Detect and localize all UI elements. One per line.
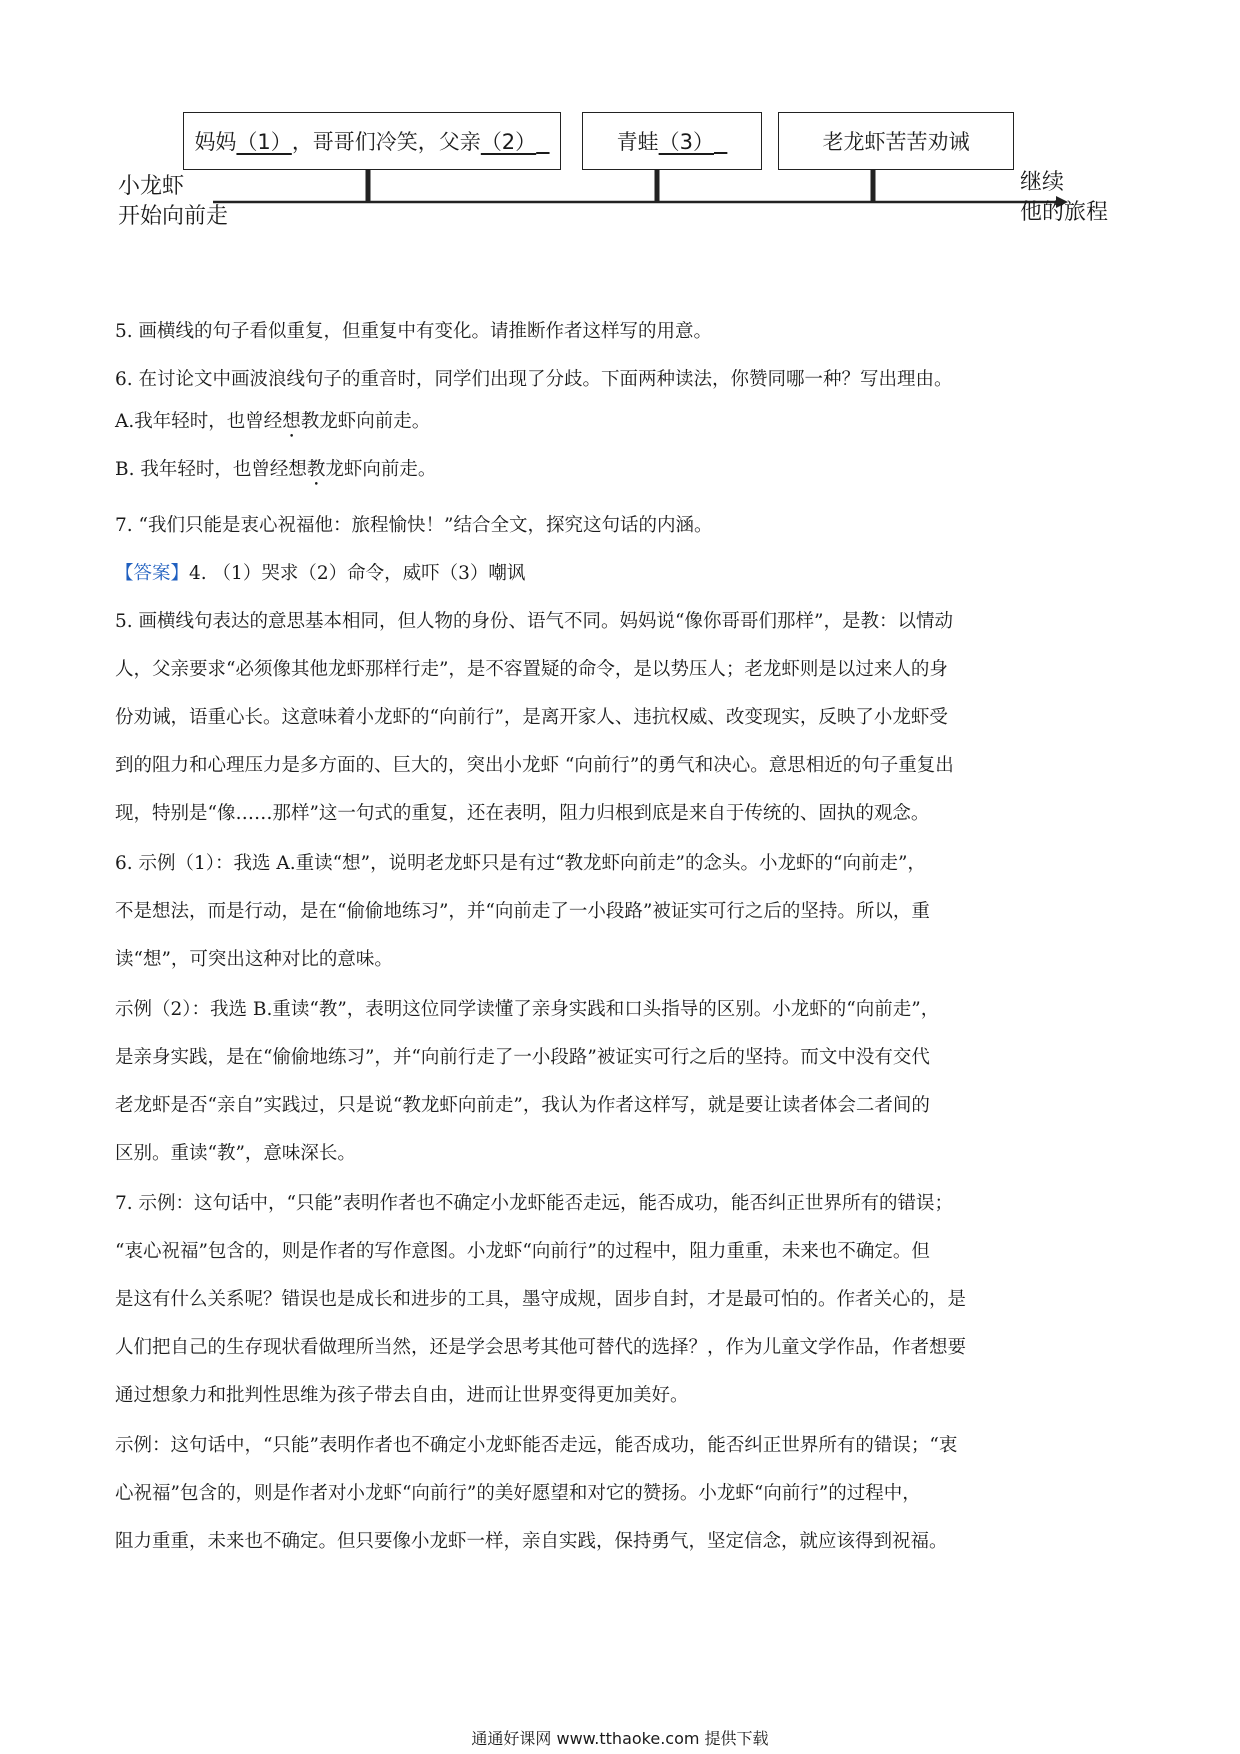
answer-line: 心祝福”包含的，则是作者对小龙虾“向前行”的美好愿望和对它的赞扬。小龙虾“向前行”的过程中， bbox=[115, 1483, 921, 1504]
start-label-line-2: 开始向前走 bbox=[118, 204, 229, 229]
box2-blank-3: （3） bbox=[658, 130, 714, 154]
option-b-text-3: 龙虾向前走。 bbox=[325, 459, 437, 480]
box1-text-c: ，哥哥们冷笑，父亲 bbox=[291, 130, 481, 154]
answer-tag: 【答案】 bbox=[115, 563, 190, 584]
answer-line: 6. 示例（1）：我选 A.重读“想”，说明老龙虾只是有过“教龙虾向前走”的念头。小龙虾的“向前走”， bbox=[115, 853, 926, 874]
answer-line: 现，特别是“像……那样”这一句式的重复，还在表明，阻力归根到底是来自于传统的、固执的观念。 bbox=[115, 803, 930, 824]
option-a-text-1: A.我年轻时，也曾经 bbox=[115, 411, 283, 432]
page-footer: 通通好课网 www.tthaoke.com 提供下载 bbox=[471, 1729, 769, 1748]
option-b-text-1: B. 我年轻时，也曾经想 bbox=[115, 459, 307, 480]
end-label-line-1: 继续 bbox=[1020, 170, 1065, 195]
box3-text: 老龙虾苦苦劝诫 bbox=[822, 130, 970, 154]
box1-blank-1: （1） bbox=[236, 130, 292, 154]
answer-line: 阻力重重，未来也不确定。但只要像小龙虾一样，亲自实践，保持勇气，坚定信念，就应该得到祝福。 bbox=[115, 1531, 948, 1552]
answer-line: 是这有什么关系呢？错误也是成长和进步的工具，墨守成规，固步自封，才是最可怕的。作者关心的，是 bbox=[115, 1289, 967, 1310]
timeline-diagram bbox=[0, 0, 1240, 260]
answer-4: 4. （1）哭求（2）命令，威吓（3）嘲讽 bbox=[189, 563, 526, 584]
question-5: 5. 画横线的句子看似重复，但重复中有变化。请推断作者这样写的用意。 bbox=[115, 321, 713, 342]
start-label-line-1: 小龙虾 bbox=[118, 174, 185, 199]
answer-line: 示例：这句话中，“只能”表明作者也不确定小龙虾能否走远，能否成功，能否纠正世界所有的错误；“衷 bbox=[115, 1435, 958, 1456]
answer-line: 示例（2）：我选 B.重读“教”，表明这位同学读懂了亲身实践和口头指导的区别。小龙虾的“向前走”， bbox=[115, 999, 940, 1020]
option-a-text-3: 教龙虾向前走。 bbox=[300, 411, 431, 432]
box1-text-a: 妈妈 bbox=[194, 130, 237, 154]
answer-line: 读“想”，可突出这种对比的意味。 bbox=[115, 949, 393, 970]
answer-line: 通过想象力和批判性思维为孩子带去自由，进而让世界变得更加美好。 bbox=[115, 1385, 689, 1406]
answer-line: 不是想法，而是行动，是在“偷偷地练习”，并“向前走了一小段路”被证实可行之后的坚持。所以，重 bbox=[115, 901, 930, 922]
answer-line: 到的阻力和心理压力是多方面的、巨大的，突出小龙虾 “向前行”的勇气和决心。意思相近的句子重复出 bbox=[115, 755, 954, 776]
question-6-option-b bbox=[115, 456, 1240, 490]
event-box-old-lobster bbox=[778, 112, 1014, 170]
answer-line: 是亲身实践，是在“偷偷地练习”，并“向前行走了一小段路”被证实可行之后的坚持。而文中没有交代 bbox=[115, 1047, 930, 1068]
box2-blank-3-tail bbox=[714, 129, 727, 153]
box2-text-a: 青蛙 bbox=[616, 130, 659, 154]
answer-line: 人们把自己的生存现状看做理所当然，还是学会思考其他可替代的选择？，作为儿童文学作品，作者想要 bbox=[115, 1337, 967, 1358]
answer-line: “衷心祝福”包含的，则是作者的写作意图。小龙虾“向前行”的过程中，阻力重重，未来也不确定。但 bbox=[115, 1241, 930, 1262]
start-label bbox=[118, 172, 228, 232]
answer-line: 老龙虾是否“亲自”实践过，只是说“教龙虾向前走”，我认为作者这样写，就是要让读者体会二者间的 bbox=[115, 1095, 930, 1116]
option-b-stress-word: 教 bbox=[306, 459, 326, 480]
box1-blank-2-tail bbox=[536, 129, 549, 153]
option-a-stress-word: 想 bbox=[282, 411, 301, 432]
end-label bbox=[1020, 168, 1108, 228]
answer-header bbox=[115, 560, 1240, 588]
answer-line: 区别。重读“教”，意味深长。 bbox=[115, 1143, 356, 1164]
event-box-parents bbox=[183, 112, 561, 170]
answer-line: 5. 画横线句表达的意思基本相同，但人物的身份、语气不同。妈妈说“像你哥哥们那样”，是教：以情动 bbox=[115, 611, 953, 632]
answer-line: 人，父亲要求“必须像其他龙虾那样行走”，是不容置疑的命令，是以势压人；老龙虾则是以过来人的身 bbox=[115, 659, 948, 680]
question-6-option-a bbox=[115, 408, 1240, 442]
end-label-line-2: 他的旅程 bbox=[1020, 200, 1109, 225]
answer-line: 份劝诫，语重心长。这意味着小龙虾的“向前行”，是离开家人、违抗权威、改变现实，反映了小龙虾受 bbox=[115, 707, 948, 728]
question-6: 6. 在讨论文中画波浪线句子的重音时，同学们出现了分歧。下面两种读法，你赞同哪一种？写出理由。 bbox=[115, 369, 953, 390]
box1-blank-2: （2） bbox=[480, 130, 537, 154]
question-7: 7. “我们只能是衷心祝福他：旅程愉快！”结合全文，探究这句话的内涵。 bbox=[115, 515, 713, 536]
event-box-frog bbox=[582, 112, 762, 170]
answer-line: 7. 示例：这句话中，“只能”表明作者也不确定小龙虾能否走远，能否成功，能否纠正世界所有的错误； bbox=[115, 1193, 953, 1214]
